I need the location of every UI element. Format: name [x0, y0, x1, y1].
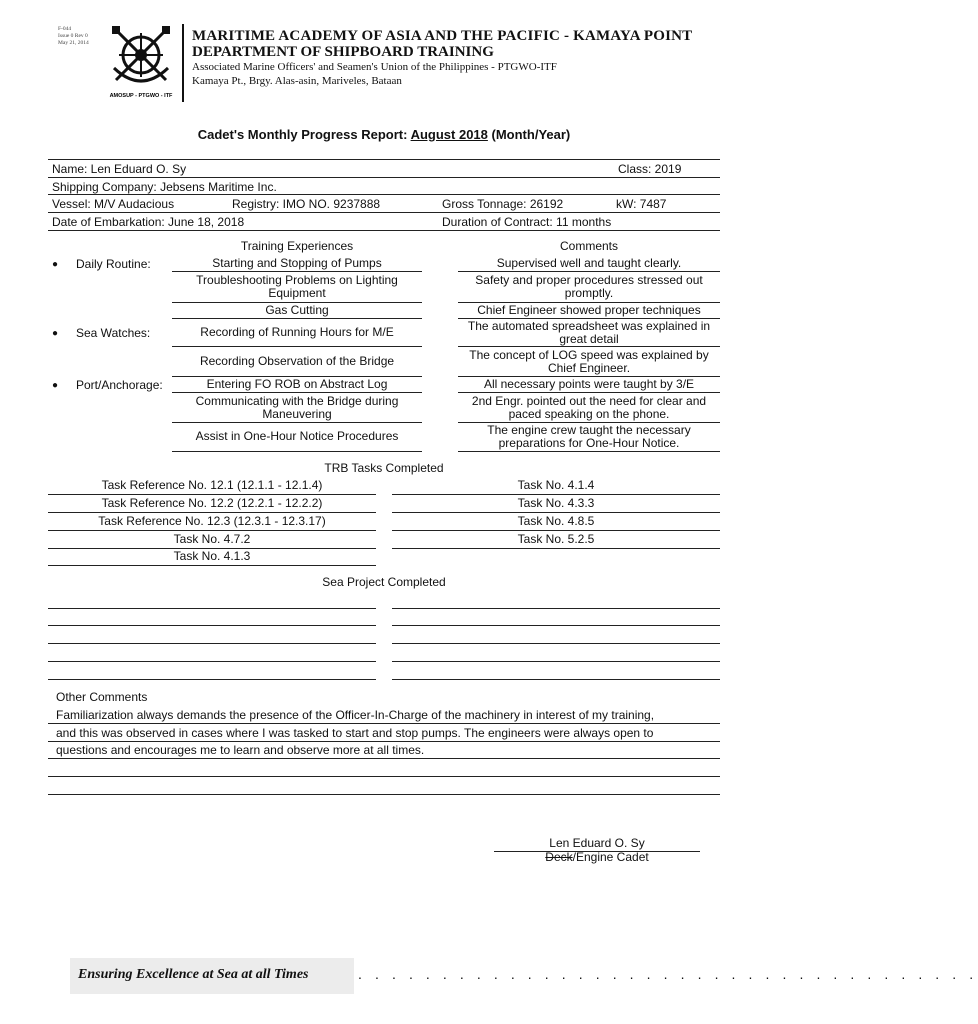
comment-rule	[48, 741, 720, 742]
blank-line	[392, 608, 720, 609]
trb-task-left: Task Reference No. 12.3 (12.3.1 - 12.3.17)	[98, 514, 326, 528]
trb-task-left: Task No. 4.7.2	[173, 532, 251, 546]
form-code: F-044 Issue 0 Rev 0 May 21, 2014	[58, 26, 89, 46]
row-line	[392, 512, 720, 513]
row-line	[172, 271, 422, 272]
experience-item: Recording of Running Hours for M/E	[200, 325, 394, 339]
other-comments-title: Other Comments	[56, 690, 148, 704]
blank-line	[48, 625, 376, 626]
trb-title: TRB Tasks Completed	[324, 461, 444, 475]
comment-item: Chief Engineer showed proper techniques	[477, 303, 701, 317]
comment-rule	[48, 776, 720, 777]
comments-header: Comments	[559, 239, 618, 253]
divider	[48, 230, 720, 231]
row-line	[458, 451, 720, 452]
comment-item: The automated spreadsheet was explained in great detail	[467, 319, 711, 346]
header-divider	[182, 24, 184, 102]
divider	[48, 212, 720, 213]
blank-line	[48, 643, 376, 644]
trb-task-left: Task Reference No. 12.2 (12.2.1 - 12.2.2)	[101, 496, 323, 510]
trb-task-right: Task No. 4.8.5	[517, 514, 595, 528]
blank-line	[392, 625, 720, 626]
comment-item: 2nd Engr. pointed out the need for clear and paced speaking on the phone.	[471, 394, 707, 421]
row-line	[172, 422, 422, 423]
experience-item: Entering FO ROB on Abstract Log	[206, 377, 388, 391]
trb-task-right: Task No. 5.2.5	[517, 532, 595, 546]
row-line	[392, 494, 720, 495]
experience-item: Troubleshooting Problems on Lighting Equipment	[196, 273, 398, 300]
logo-caption: AMOSUP - PTGWO - ITF	[109, 93, 173, 99]
divider	[48, 177, 720, 178]
union-name: Associated Marine Officers' and Seamen's Union of the Philippines - PTGWO-ITF	[192, 61, 557, 73]
experience-item: Gas Cutting	[265, 303, 329, 317]
comment-item: All necessary points were taught by 3/E	[483, 377, 695, 391]
blank-line	[392, 643, 720, 644]
signatory-name: Len Eduard O. Sy	[549, 836, 645, 850]
institution-name: MARITIME ACADEMY OF ASIA AND THE PACIFIC - KAMAYA POINT	[192, 28, 693, 44]
address: Kamaya Pt., Brgy. Alas-asin, Mariveles, Bataan	[192, 75, 402, 87]
department-name: DEPARTMENT OF SHIPBOARD TRAINING	[192, 44, 494, 60]
footer-motto: Ensuring Excellence at Sea at all Times	[78, 967, 309, 982]
row-line	[172, 451, 422, 452]
bullet-icon: ●	[52, 328, 59, 339]
comment-rule	[48, 723, 720, 724]
blank-line	[48, 608, 376, 609]
title-suffix: (Month/Year)	[491, 127, 571, 142]
row-line	[458, 346, 720, 347]
row-line	[392, 530, 720, 531]
embarkation-date: Date of Embarkation: June 18, 2018	[52, 215, 245, 229]
sea-project-title: Sea Project Completed	[322, 575, 446, 589]
comment-item: The concept of LOG speed was explained by Chief Engineer.	[469, 348, 709, 375]
title-prefix: Cadet's Monthly Progress Report:	[197, 127, 408, 142]
blank-line	[392, 679, 720, 680]
contract-duration: Duration of Contract: 11 months	[442, 215, 612, 229]
gross-tonnage: Gross Tonnage: 26192	[442, 197, 564, 211]
category-port-anchorage: Port/Anchorage:	[76, 378, 163, 392]
category-daily-routine: Daily Routine:	[76, 257, 151, 271]
trb-task-left: Task Reference No. 12.1 (12.1.1 - 12.1.4)	[101, 478, 323, 492]
comment-rule	[48, 794, 720, 795]
blank-line	[392, 661, 720, 662]
trb-task-right: Task No. 4.1.4	[517, 478, 595, 492]
trb-task-left: Task No. 4.1.3	[173, 549, 251, 563]
bullet-icon: ●	[52, 259, 59, 270]
divider	[48, 194, 720, 195]
experience-item: Assist in One-Hour Notice Procedures	[195, 429, 399, 443]
report-month: August 2018	[410, 127, 488, 142]
row-line	[172, 318, 422, 319]
vessel: Vessel: M/V Audacious	[52, 197, 175, 211]
row-line	[48, 512, 376, 513]
experience-item: Communicating with the Bridge during Maneuvering	[195, 394, 399, 421]
trb-task-right: Task No. 4.3.3	[517, 496, 595, 510]
row-line	[48, 530, 376, 531]
comment-item: The engine crew taught the necessary preparations for One-Hour Notice.	[487, 423, 691, 450]
bullet-icon: ●	[52, 380, 59, 391]
row-line	[48, 565, 376, 566]
comment-line: and this was observed in cases where I was tasked to start and stop pumps. The engineers were always open to	[56, 726, 654, 740]
experience-item: Starting and Stopping of Pumps	[212, 256, 382, 270]
amosup-logo	[108, 24, 174, 100]
row-line	[458, 271, 720, 272]
row-line	[48, 494, 376, 495]
role-label: /Engine Cadet	[572, 850, 649, 864]
report-title	[0, 127, 768, 142]
shipping-company: Shipping Company: Jebsens Maritime Inc.	[52, 180, 277, 194]
comment-item: Safety and proper procedures stressed out promptly.	[475, 273, 703, 300]
row-line	[172, 392, 422, 393]
comment-line: Familiarization always demands the presence of the Officer-In-Charge of the machinery in interest of my training,	[56, 708, 655, 722]
row-line	[172, 346, 422, 347]
footer-dots: . . . . . . . . . . . . . . . . . . . . . . . . . . . . . . . . . . . . .	[358, 966, 978, 982]
row-line	[392, 548, 720, 549]
blank-line	[48, 679, 376, 680]
divider	[48, 159, 720, 160]
cadet-class: Class: 2019	[618, 162, 682, 176]
signatory-role	[494, 851, 700, 864]
comment-item: Supervised well and taught clearly.	[496, 256, 682, 270]
struck-role: Deck	[545, 850, 573, 864]
cadet-name: Name: Len Eduard O. Sy	[52, 162, 187, 176]
row-line	[458, 392, 720, 393]
comment-rule	[48, 758, 720, 759]
comment-line: questions and encourages me to learn and observe more at all times.	[56, 743, 425, 757]
engine-kw: kW: 7487	[616, 197, 667, 211]
registry: Registry: IMO NO. 9237888	[232, 197, 381, 211]
experience-item: Recording Observation of the Bridge	[199, 354, 395, 368]
blank-line	[48, 661, 376, 662]
experiences-header: Training Experiences	[240, 239, 354, 253]
category-sea-watches: Sea Watches:	[76, 326, 151, 340]
